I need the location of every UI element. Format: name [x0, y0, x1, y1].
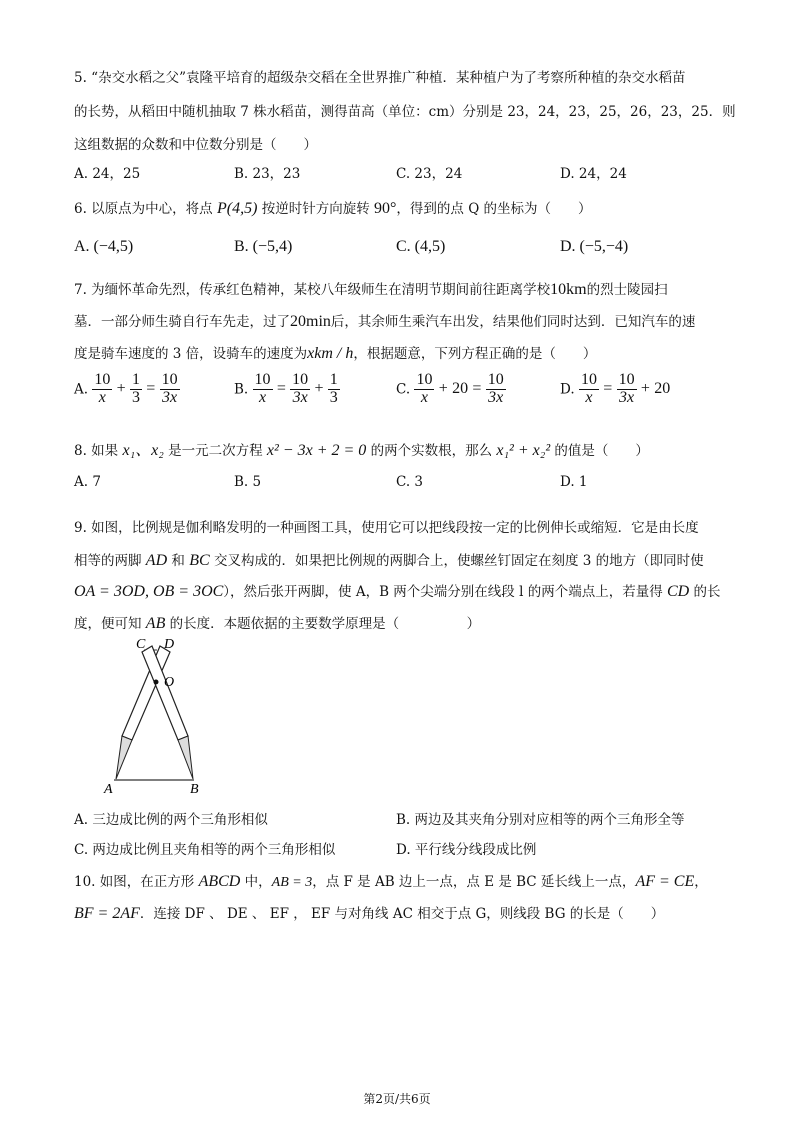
- q8-equation: x² − 3x + 2 = 0: [266, 442, 367, 459]
- q7-line3-pre: 度是骑车速度的 3 倍，设骑车的速度为: [74, 346, 308, 362]
- q7-option-b-label: B.: [234, 381, 249, 398]
- q10-line1-pre: 10. 如图，在正方形: [74, 874, 199, 890]
- q9-ratio-equation: OA = 3OD, OB = 3OC: [74, 583, 224, 600]
- q7-line1-pre: 7. 为缅怀革命先烈，传承红色精神，某校八年级师生在清明节期间前往距离学校: [74, 282, 551, 298]
- q7-time: 20min: [290, 313, 331, 330]
- q8-roots: x₁、x₂: [122, 442, 164, 459]
- q8-option-c: C. 3: [396, 474, 424, 490]
- rivet-o: [154, 680, 159, 685]
- q9-ad: AD: [145, 552, 168, 569]
- q5-option-b: B. 23，23: [234, 166, 301, 182]
- q9-option-b: B. 两边及其夹角分别对应相等的两个三角形全等: [396, 812, 685, 828]
- q9-line2-mid: 和: [167, 553, 190, 569]
- q8-mid2: 的两个实数根，那么: [366, 443, 497, 459]
- label-c: C: [136, 637, 146, 652]
- q8-stem: [74, 437, 649, 460]
- label-a: A: [104, 782, 113, 796]
- q6-point: P(4,5): [216, 200, 258, 217]
- page-number-footer: 第2页/共6页: [363, 1092, 431, 1106]
- q9-option-c: C. 两边成比例且夹角相等的两个三角形相似: [74, 842, 336, 858]
- q8-option-b: B. 5: [234, 474, 262, 490]
- q8-option-d: D. 1: [560, 474, 588, 490]
- q7-line-3: [74, 342, 596, 363]
- q7-option-b: B. $\frac{10}{x}$ = $\frac{10}{3x}$ + $\frac{1}{3}$: [234, 371, 338, 406]
- q9-cd: CD: [667, 583, 690, 600]
- q9-line4-post: 的长度．本题依据的主要数学原理是（ ）: [165, 616, 481, 632]
- q6-option-a: A. (−4,5): [74, 238, 134, 255]
- q9-line-3: [74, 580, 721, 601]
- q5-option-a: A. 24，25: [74, 166, 141, 182]
- q5-option-c: C. 23，24: [396, 166, 463, 182]
- q10-abcd: ABCD: [198, 873, 241, 890]
- q9-option-a: A. 三边成比例的两个三角形相似: [74, 812, 268, 828]
- q7-line1-post: 的烈士陵园扫: [586, 282, 668, 298]
- q8-option-a: A. 7: [74, 474, 101, 490]
- q9-line-2: [74, 549, 704, 570]
- q9-bc: BC: [189, 552, 210, 569]
- q9-line-4: [74, 612, 480, 633]
- q10-comma: ，: [694, 874, 708, 890]
- q6-post: ，得到的点 Q 的坐标为（ ）: [396, 201, 592, 217]
- q6-mid: 按逆时针方向旋转: [257, 201, 374, 217]
- q5-option-d: D. 24，24: [560, 166, 627, 182]
- label-b: B: [190, 782, 199, 796]
- q7-option-c-label: C.: [396, 381, 411, 398]
- q5-line-1: 5. “杂交水稻之父”袁隆平培育的超级杂交稻在全世界推广种植．某种植户为了考察所种植的杂交水稻苗: [74, 70, 686, 86]
- q9-line2-post: 交叉构成的．如果把比例规的两脚合上，使螺丝钉固定在刻度 3 的地方（即同时使: [209, 553, 704, 569]
- q8-mid: 是一元二次方程: [163, 443, 267, 459]
- q8-pre: 8. 如果: [74, 443, 123, 459]
- q10-af-ce: AF = CE: [635, 873, 695, 890]
- q9-line2-pre: 相等的两脚: [74, 553, 146, 569]
- q6-stem: [74, 197, 592, 218]
- q9-ab: AB: [145, 615, 166, 632]
- q6-pre: 6. 以原点为中心，将点: [74, 201, 217, 217]
- q6-option-b: B. (−5,4): [234, 238, 293, 255]
- q7-option-c: C. $\frac{10}{x}$ + 20 = $\frac{10}{3x}$: [396, 371, 504, 406]
- q10-line1-post: ，点 F 是 AB 边上一点，点 E 是 BC 延长线上一点，: [312, 874, 636, 890]
- q9-line4-pre: 度，便可知: [74, 616, 146, 632]
- q9-line-1: 9. 如图，比例规是伽利略发明的一种画图工具，使用它可以把线段按一定的比例伸长或缩短．它是由长度: [74, 520, 699, 536]
- q7-line2-pre: 墓．一部分师生骑自行车先走，过了: [74, 314, 290, 330]
- q8-expression: x₁² + x₂²: [496, 442, 551, 459]
- q10-line-2: [74, 902, 664, 923]
- q7-distance: 10km: [550, 281, 587, 298]
- q7-line-2: [74, 310, 695, 331]
- leg-ad-tip: [116, 736, 132, 779]
- q9-line3-end: 的长: [689, 584, 721, 600]
- q10-line-1: [74, 870, 708, 891]
- label-d: D: [164, 637, 175, 652]
- q7-option-a: A. $\frac{10}{x}$ + $\frac{1}{3}$ = $\frac{10}{3x}$: [74, 371, 178, 406]
- q7-line2-post: 后，其余师生乘汽车出发，结果他们同时达到．已知汽车的速: [330, 314, 696, 330]
- q6-option-c: C. (4,5): [396, 238, 446, 255]
- q7-option-d: D. $\frac{10}{x}$ = $\frac{10}{3x}$ + 20: [560, 371, 671, 406]
- q7-option-a-label: A.: [74, 381, 89, 398]
- leg-bc-tip: [178, 736, 193, 779]
- q6-angle: 90°: [374, 200, 397, 217]
- q6-option-d: D. (−5,−4): [560, 238, 629, 255]
- q5-line-3: 这组数据的众数和中位数分别是（ ）: [74, 137, 317, 153]
- proportional-divider-figure: [96, 636, 236, 796]
- q8-post: 的值是（ ）: [550, 443, 649, 459]
- q7-option-d-label: D.: [560, 381, 575, 398]
- q10-bf-2af: BF = 2AF: [74, 905, 140, 922]
- q7-line3-post: ，根据题意，下列方程正确的是（ ）: [353, 346, 597, 362]
- q10-line1-mid: 中，: [240, 874, 272, 890]
- q9-option-d: D. 平行线分线段成比例: [396, 842, 537, 858]
- q9-line3-post: ），然后张开两脚，使 A，B 两个尖端分别在线段 l 的两个端点上，若量得: [223, 584, 667, 600]
- q7-speed: xkm / h: [307, 345, 354, 362]
- q5-line-2: 的长势，从稻田中随机抽取 7 株水稻苗，测得苗高（单位：cm）分别是 23，24，23，25，26，23，25．则: [74, 104, 736, 120]
- q10-line2-post: ．连接 DF 、 DE 、 EF ， EF 与对角线 AC 相交于点 G，则线段 BG 的长是（ ）: [139, 906, 665, 922]
- q10-ab3: AB = 3: [271, 875, 313, 890]
- label-o: O: [164, 675, 175, 690]
- q7-line-1: [74, 278, 668, 299]
